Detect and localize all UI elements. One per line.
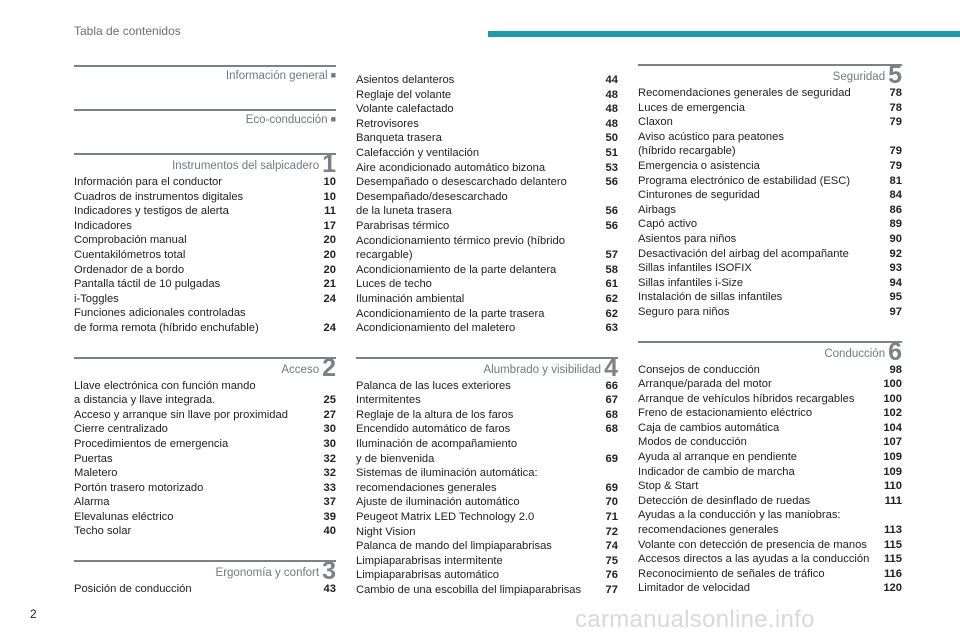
toc-entry[interactable]: [356, 277, 618, 292]
toc-entry[interactable]: [638, 188, 902, 203]
toc-entry-page: 109: [883, 451, 902, 464]
toc-column-1: [74, 60, 336, 597]
toc-entry-title: Freno de estacionamiento eléctrico: [638, 407, 813, 420]
toc-entry-title: Llave electrónica con función mando a distancia y llave integrada.: [74, 379, 256, 407]
toc-entry-page: 68: [605, 423, 618, 436]
toc-entry-page: 86: [889, 203, 902, 216]
toc-entry-page: 62: [605, 292, 618, 305]
toc-entry-page: 110: [883, 480, 902, 493]
toc-entry-title: Instalación de sillas infantiles: [638, 291, 783, 304]
toc-entry-title: Stop & Start: [638, 480, 699, 493]
toc-entry-page: 78: [889, 101, 902, 114]
toc-entry-title: Encendido automático de faros: [356, 423, 511, 436]
toc-entry[interactable]: [74, 233, 336, 248]
toc-entry-page: 79: [889, 116, 902, 129]
toc-entry-title: Volante calefactado: [356, 103, 454, 116]
toc-entry[interactable]: [638, 101, 902, 116]
toc-entry-title: Retrovisores: [356, 117, 419, 130]
section-title: Seguridad: [832, 71, 886, 83]
toc-entry-title: Techo solar: [74, 525, 132, 538]
toc-entry-page: 44: [605, 74, 618, 86]
toc-entry[interactable]: [356, 146, 618, 161]
toc-entry-title: Ajuste de iluminación automático: [356, 496, 520, 509]
section-4: [356, 353, 618, 598]
toc-entry-title: Seguro para niños: [638, 305, 730, 318]
toc-entry-page: 56: [605, 205, 618, 218]
section-number: 4: [604, 353, 618, 382]
section-eco: [74, 109, 336, 129]
toc-entry-page: 111: [884, 494, 902, 507]
toc-entry-title: Limpiaparabrisas intermitente: [356, 554, 503, 567]
toc-entry-page: 81: [889, 174, 902, 187]
toc-entry-title: Detección de desinflado de ruedas: [638, 494, 811, 507]
toc-entry[interactable]: [74, 481, 336, 496]
toc-entry-title: Peugeot Matrix LED Technology 2.0: [356, 511, 535, 524]
toc-entry-page: 93: [889, 262, 902, 275]
toc-entry-title: Desempañado/desescarchado de la luneta trasera: [356, 190, 508, 218]
toc-entry-title: Cierre centralizado: [74, 423, 168, 436]
toc-entry-title: Iluminación de acompañamiento y de bienvenida: [356, 438, 518, 465]
toc-entry[interactable]: [638, 305, 902, 320]
section-title: Instrumentos del salpicadero: [172, 160, 320, 172]
toc-entry-title: Ordenador de a bordo: [74, 263, 185, 276]
toc-entry[interactable]: [356, 175, 618, 190]
toc-entry-title: Sistemas de iluminación automática: recomendaciones generales: [356, 467, 538, 494]
toc-entry[interactable]: [356, 422, 618, 437]
toc-entry-title: Limitador de velocidad: [638, 582, 750, 595]
toc-entry-title: Acondicionamiento de la parte delantera: [356, 263, 557, 276]
toc-entry-title: Desactivación del airbag del acompañante: [638, 247, 849, 260]
toc-entry-page: 107: [883, 436, 902, 449]
page-number: 2: [30, 607, 37, 621]
toc-entry[interactable]: [74, 204, 336, 219]
toc-entry[interactable]: [74, 582, 336, 597]
toc-entry[interactable]: [74, 379, 336, 408]
toc-entry-title: Reconocimiento de señales de tráfico: [638, 567, 825, 580]
toc-entry-page: 61: [605, 278, 618, 291]
toc-entry-page: 57: [605, 249, 618, 262]
toc-entry[interactable]: [638, 552, 902, 567]
section-5: [638, 61, 902, 320]
toc-entry[interactable]: [638, 538, 902, 553]
entry-list: [74, 582, 336, 597]
section-number: 6: [888, 337, 902, 366]
toc-entry-page: 67: [605, 394, 618, 407]
toc-entry-title: Banqueta trasera: [356, 132, 442, 145]
section-number: 1: [322, 150, 336, 178]
toc-entry[interactable]: [356, 73, 618, 88]
toc-entry[interactable]: [638, 494, 902, 509]
toc-entry-title: Parabrisas térmico: [356, 219, 450, 232]
toc-entry[interactable]: [356, 466, 618, 495]
toc-entry-page: 51: [605, 146, 618, 159]
toc-entry-page: 30: [323, 423, 336, 436]
toc-entry[interactable]: [74, 248, 336, 263]
toc-entry-title: Puertas: [74, 452, 113, 465]
toc-entry-title: Modos de conducción: [638, 436, 747, 449]
section-title: Conducción: [824, 347, 886, 360]
toc-entry-page: 78: [889, 87, 902, 99]
toc-entry-page: 20: [323, 263, 336, 276]
toc-entry[interactable]: [74, 306, 336, 335]
toc-entry-title: Pantalla táctil de 10 pulgadas: [74, 278, 221, 291]
toc-entry[interactable]: [74, 408, 336, 423]
toc-entry-title: Acondicionamiento del maletero: [356, 322, 516, 335]
toc-entry[interactable]: [638, 130, 902, 159]
toc-entry-page: 10: [323, 190, 336, 203]
toc-entry[interactable]: [74, 190, 336, 205]
toc-entry-page: 102: [883, 407, 902, 420]
toc-entry[interactable]: [356, 583, 618, 598]
toc-entry-title: Acondicionamiento térmico previo (híbrido recargable): [356, 234, 565, 262]
toc-entry-title: Cambio de una escobilla del limpiaparabrisas: [356, 584, 582, 596]
toc-entry-title: Indicador de cambio de marcha: [638, 465, 795, 478]
toc-entry-page: 48: [605, 88, 618, 101]
toc-entry-page: 104: [883, 421, 902, 434]
toc-entry[interactable]: [638, 290, 902, 305]
section-title: Acceso: [281, 363, 320, 376]
watermark-text: carmanualsonline.info: [575, 606, 815, 633]
toc-entry-page: 56: [605, 176, 618, 189]
toc-entry[interactable]: [356, 190, 618, 219]
toc-entry-title: Indicadores y testigos de alerta: [74, 205, 229, 218]
toc-entry[interactable]: [638, 435, 902, 450]
section-number: 3: [322, 557, 336, 586]
toc-entry-page: 11: [324, 205, 336, 218]
section-3: [74, 557, 336, 597]
toc-entry-page: 70: [605, 496, 618, 509]
section-3-continued: [356, 73, 618, 336]
toc-entry-page: 68: [605, 408, 618, 421]
toc-entry[interactable]: [638, 159, 902, 174]
toc-entry-title: Acondicionamiento de la parte trasera: [356, 307, 545, 320]
toc-entry[interactable]: [356, 525, 618, 540]
toc-entry-page: 62: [605, 307, 618, 320]
toc-entry-title: Asientos delanteros: [356, 74, 455, 86]
toc-entry[interactable]: [356, 554, 618, 569]
toc-entry[interactable]: [638, 217, 902, 232]
toc-entry-page: 120: [883, 582, 902, 595]
toc-entry-title: Ayuda al arranque en pendiente: [638, 451, 798, 464]
toc-entry-page: 75: [605, 554, 618, 567]
toc-entry[interactable]: [638, 115, 902, 130]
toc-entry-page: 30: [323, 437, 336, 450]
toc-entry-page: 20: [323, 248, 336, 261]
section-title: Ergonomía y confort: [215, 567, 320, 580]
toc-entry-title: Claxon: [638, 116, 673, 129]
entry-list: [638, 363, 902, 597]
toc-entry-title: Asientos para niños: [638, 232, 737, 245]
toc-entry[interactable]: [638, 86, 902, 101]
toc-entry-title: Arranque/parada del motor: [638, 378, 772, 391]
toc-entry-page: 40: [323, 525, 336, 538]
toc-entry[interactable]: [638, 508, 902, 537]
toc-entry-title: Cuentakilómetros total: [74, 248, 186, 261]
toc-entry[interactable]: [356, 510, 618, 525]
toc-entry-title: Consejos de conducción: [638, 363, 760, 376]
toc-entry-page: 48: [605, 103, 618, 116]
toc-entry[interactable]: [74, 510, 336, 525]
toc-entry[interactable]: [356, 263, 618, 278]
toc-entry-page: 89: [889, 218, 902, 231]
toc-entry-page: 115: [883, 538, 902, 551]
header-accent-bar: [488, 31, 960, 37]
toc-entry-page: 115: [883, 553, 902, 566]
toc-entry[interactable]: [74, 277, 336, 292]
toc-entry-title: Aviso acústico para peatones (híbrido recargable): [638, 130, 784, 158]
toc-entry-title: Programa electrónico de estabilidad (ESC): [638, 174, 851, 187]
toc-entry-title: Reglaje de la altura de los faros: [356, 408, 514, 421]
toc-entry-page: 72: [605, 525, 618, 538]
toc-entry-page: 56: [605, 219, 618, 232]
toc-entry[interactable]: [356, 379, 618, 394]
toc-entry-title: Procedimientos de emergencia: [74, 437, 229, 450]
toc-entry-title: Indicadores: [74, 219, 132, 232]
toc-entry[interactable]: [638, 276, 902, 291]
toc-entry-title: Funciones adicionales controladas de forma remota (híbrido enchufable): [74, 307, 259, 334]
toc-entry-title: Sillas infantiles i-Size: [638, 276, 744, 289]
toc-entry-page: 79: [889, 159, 902, 172]
toc-entry[interactable]: [356, 568, 618, 583]
toc-entry[interactable]: [356, 88, 618, 103]
toc-entry[interactable]: [638, 261, 902, 276]
square-marker-icon: ■: [330, 70, 336, 80]
toc-entry-page: 113: [883, 524, 902, 537]
section-2: [74, 353, 336, 540]
toc-entry-page: 109: [883, 465, 902, 478]
toc-entry-title: Luces de techo: [356, 278, 432, 291]
toc-entry[interactable]: [356, 131, 618, 146]
toc-entry[interactable]: [638, 203, 902, 218]
toc-entry-page: 84: [889, 189, 902, 202]
section-1: [74, 150, 336, 336]
section-number: 5: [888, 61, 902, 89]
toc-entry[interactable]: [638, 465, 902, 480]
toc-entry-page: 98: [889, 363, 902, 376]
toc-entry-page: 63: [605, 322, 618, 335]
toc-entry-title: Acceso y arranque sin llave por proximidad: [74, 408, 288, 421]
toc-entry-page: 24: [323, 321, 336, 334]
toc-entry-page: 100: [883, 392, 902, 405]
toc-entry-title: Desempañado o desescarchado delantero: [356, 176, 567, 189]
toc-entry[interactable]: [74, 466, 336, 481]
toc-entry-page: 50: [605, 132, 618, 145]
toc-entry-page: 79: [889, 145, 902, 158]
toc-entry-page: 17: [323, 219, 336, 232]
toc-column-2: [356, 73, 618, 598]
toc-entry-page: 21: [323, 278, 336, 291]
toc-entry[interactable]: [74, 263, 336, 278]
entry-list: [74, 379, 336, 540]
toc-entry-page: 66: [605, 379, 618, 392]
toc-entry-page: 92: [889, 247, 902, 260]
toc-entry-title: i-Toggles: [74, 292, 119, 305]
toc-entry-title: Luces de emergencia: [638, 101, 745, 114]
toc-entry-page: 25: [323, 394, 336, 407]
toc-entry-title: Calefacción y ventilación: [356, 146, 480, 159]
toc-entry[interactable]: [638, 174, 902, 189]
toc-entry-page: 33: [323, 481, 336, 494]
toc-entry[interactable]: [356, 234, 618, 263]
toc-entry[interactable]: [638, 406, 902, 421]
toc-entry-page: 116: [883, 567, 902, 580]
toc-entry-title: Caja de cambios automática: [638, 421, 780, 434]
toc-entry[interactable]: [356, 102, 618, 117]
entry-list: [356, 73, 618, 336]
toc-entry-page: 97: [889, 305, 902, 318]
toc-entry-title: Aire acondicionado automático bizona: [356, 161, 546, 174]
toc-entry[interactable]: [638, 363, 902, 378]
section-number: 2: [322, 353, 336, 382]
toc-entry-title: Capó activo: [638, 218, 698, 231]
toc-entry-title: Accesos directos a las ayudas a la conducción: [638, 553, 870, 566]
toc-entry-title: Elevalunas eléctrico: [74, 510, 174, 523]
toc-entry-title: Posición de conducción: [74, 583, 192, 596]
section-6: [638, 337, 902, 597]
toc-entry-page: 48: [605, 117, 618, 130]
toc-entry-page: 53: [605, 161, 618, 174]
toc-entry-page: 58: [605, 263, 618, 276]
toc-entry[interactable]: [356, 495, 618, 510]
toc-entry-page: 27: [323, 408, 336, 421]
toc-entry[interactable]: [638, 232, 902, 247]
toc-entry-page: 32: [323, 452, 336, 465]
toc-entry[interactable]: [74, 175, 336, 190]
toc-entry[interactable]: [356, 161, 618, 176]
toc-entry[interactable]: [74, 422, 336, 437]
toc-entry-title: Comprobación manual: [74, 234, 187, 247]
toc-entry[interactable]: [356, 307, 618, 322]
toc-entry-title: Cinturones de seguridad: [638, 189, 760, 202]
page-header-title: Tabla de contenidos: [74, 24, 181, 38]
toc-entry-title: Reglaje del volante: [356, 88, 452, 101]
toc-entry[interactable]: [356, 117, 618, 132]
toc-entry-page: 32: [323, 467, 336, 480]
toc-entry[interactable]: [356, 539, 618, 554]
toc-entry[interactable]: [356, 321, 618, 336]
toc-entry[interactable]: [638, 392, 902, 407]
toc-entry-page: 100: [883, 378, 902, 391]
toc-entry[interactable]: [356, 292, 618, 307]
toc-entry-title: Night Vision: [356, 525, 416, 538]
toc-entry-title: Limpiaparabrisas automático: [356, 569, 500, 582]
toc-entry[interactable]: [356, 408, 618, 423]
toc-entry-page: 43: [323, 583, 336, 596]
toc-entry-page: 90: [889, 232, 902, 245]
toc-entry-title: Portón trasero motorizado: [74, 481, 204, 494]
toc-entry-title: Volante con detección de presencia de manos: [638, 538, 867, 551]
toc-entry-page: 69: [605, 481, 618, 494]
toc-entry-page: 76: [605, 569, 618, 582]
toc-entry[interactable]: [638, 247, 902, 262]
entry-list: [638, 86, 902, 320]
square-marker-icon: ■: [330, 114, 336, 124]
section-title: Alumbrado y visibilidad: [483, 363, 602, 376]
toc-entry[interactable]: [356, 219, 618, 234]
toc-entry-title: Sillas infantiles ISOFIX: [638, 262, 752, 275]
toc-entry-page: 95: [889, 291, 902, 304]
toc-entry[interactable]: [74, 495, 336, 510]
toc-entry-title: Emergencia o asistencia: [638, 159, 760, 172]
toc-entry[interactable]: [74, 292, 336, 307]
toc-entry-page: 39: [323, 510, 336, 523]
toc-entry[interactable]: [638, 450, 902, 465]
toc-entry-title: Ayudas a la conducción y las maniobras: recomendaciones generales: [638, 509, 841, 537]
toc-entry-title: Maletero: [74, 467, 118, 480]
toc-entry-page: 20: [323, 234, 336, 247]
toc-entry[interactable]: [638, 567, 902, 582]
toc-entry-page: 77: [605, 584, 618, 596]
toc-entry[interactable]: [74, 524, 336, 539]
toc-entry-title: Iluminación ambiental: [356, 292, 465, 305]
toc-entry-page: 94: [889, 276, 902, 289]
toc-entry[interactable]: [356, 393, 618, 408]
toc-entry[interactable]: [74, 219, 336, 234]
toc-entry-title: Palanca de las luces exteriores: [356, 379, 511, 392]
toc-entry-title: Información para el conductor: [74, 176, 223, 188]
toc-entry[interactable]: [638, 479, 902, 494]
toc-entry[interactable]: [356, 437, 618, 466]
toc-entry[interactable]: [74, 452, 336, 467]
toc-entry[interactable]: [638, 581, 902, 596]
toc-entry-title: Intermitentes: [356, 394, 421, 407]
entry-list: [74, 175, 336, 336]
toc-entry-page: 71: [605, 511, 618, 524]
entry-list: [356, 379, 618, 598]
toc-entry-title: Palanca de mando del limpiaparabrisas: [356, 540, 552, 553]
toc-column-3: [638, 60, 902, 596]
toc-entry-title: Recomendaciones generales de seguridad: [638, 87, 851, 99]
toc-entry-page: 74: [605, 540, 618, 553]
toc-entry-title: Cuadros de instrumentos digitales: [74, 190, 244, 203]
toc-entry-page: 10: [323, 176, 336, 188]
toc-entry-title: Arranque de vehículos híbridos recargables: [638, 392, 855, 405]
toc-entry-page: 24: [323, 292, 336, 305]
toc-entry-page: 69: [605, 452, 618, 465]
section-general: [74, 65, 336, 85]
section-title: Eco-conducción: [245, 114, 328, 126]
toc-entry[interactable]: [638, 421, 902, 436]
section-title: Información general: [225, 70, 328, 82]
toc-entry-title: Airbags: [638, 203, 676, 216]
toc-entry[interactable]: [74, 437, 336, 452]
toc-entry[interactable]: [638, 377, 902, 392]
toc-entry-page: 37: [323, 496, 336, 509]
toc-entry-title: Alarma: [74, 496, 110, 509]
